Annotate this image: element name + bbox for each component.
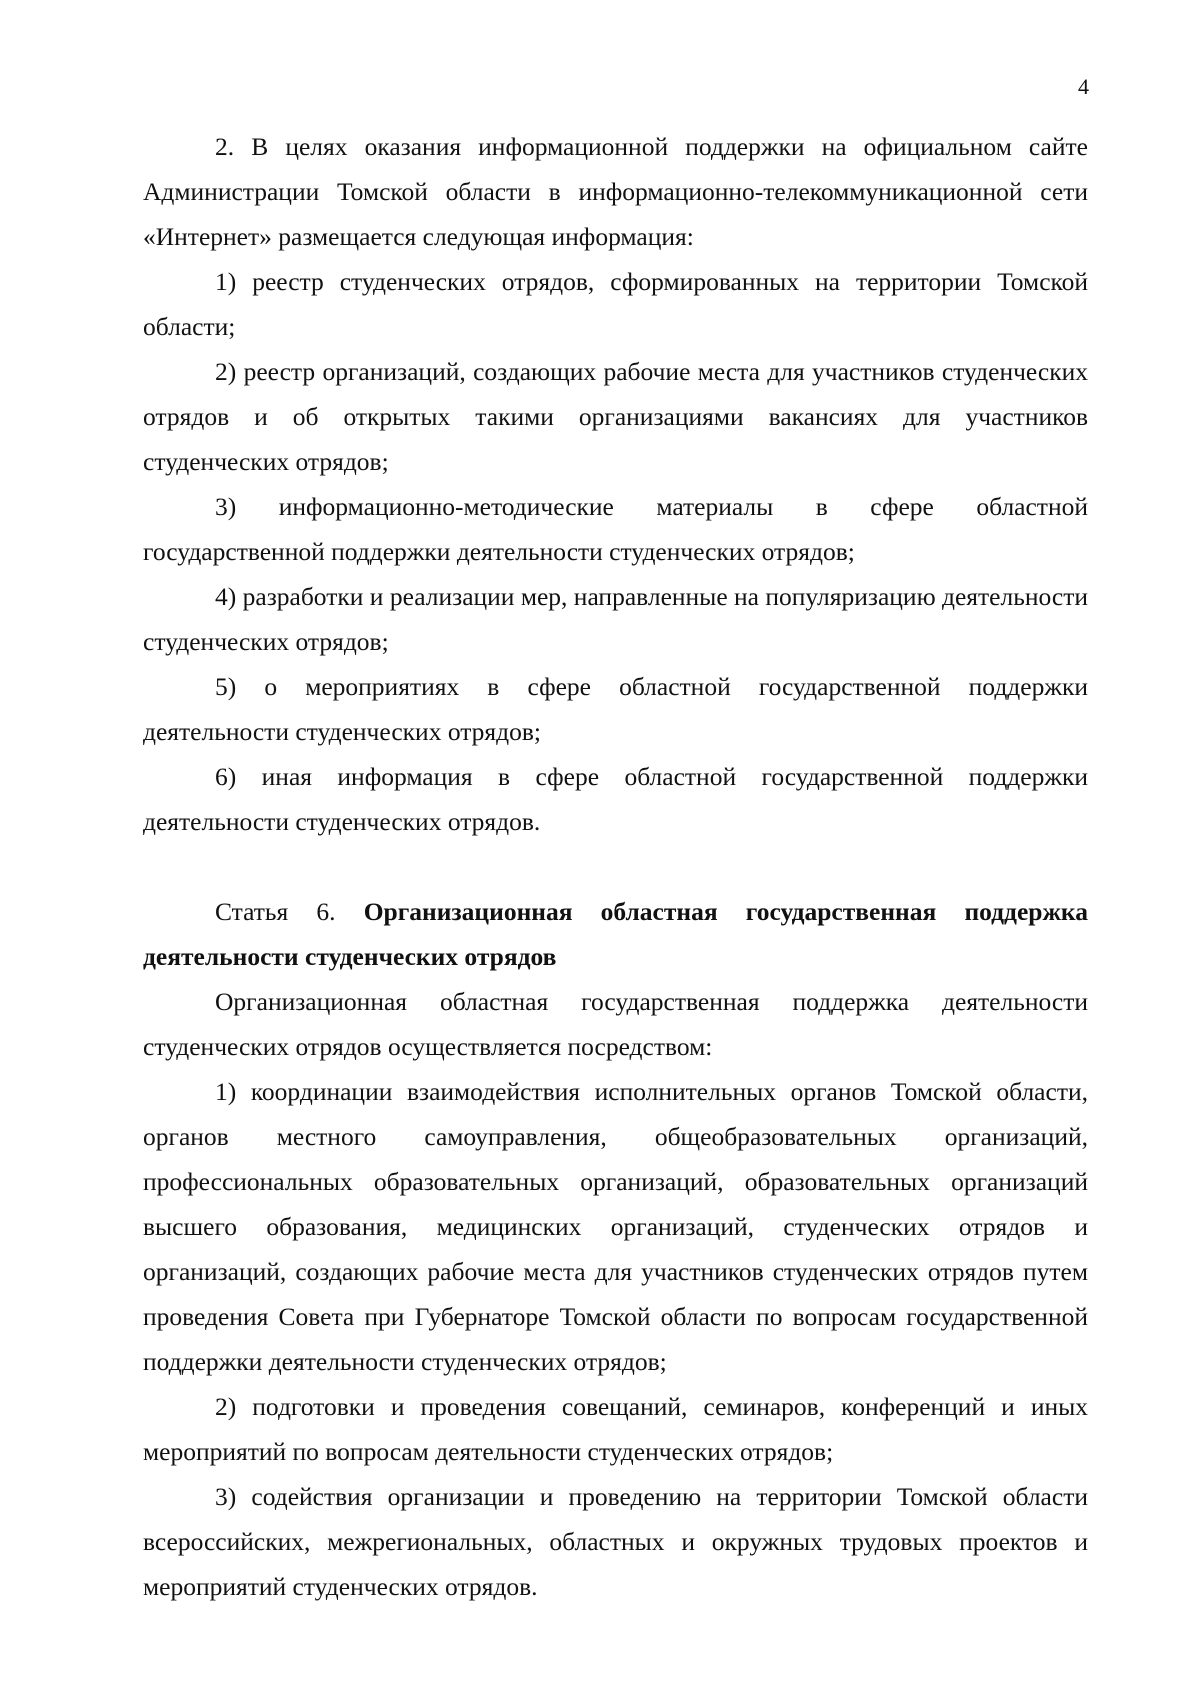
article-6-item-1: 1) координации взаимодействия исполнительных органов Томской области, органов местного самоуправления, общеобразовательных организаций, профессиональных образовательных организаций, образовательных организаций высшего образования, медицинских организаций, студенческих отрядов и организаций, создающих рабочие места для участников студенческих отрядов путем проведения Совета при Губернаторе Томской области по вопросам государственной поддержки деятельности студенческих отрядов; <box>143 1077 1088 1376</box>
section-2-item-6: 6) иная информация в сфере областной государственной поддержки деятельности студенческих отрядов. <box>143 762 1088 836</box>
section-2-item-4: 4) разработки и реализации мер, направленные на популяризацию деятельности студенческих отрядов; <box>143 582 1088 656</box>
article-6-heading <box>143 889 1088 979</box>
article-6-label: Статья 6. <box>215 897 364 926</box>
section-2-item-3: 3) информационно-методические материалы в сфере областной государственной поддержки деятельности студенческих отрядов; <box>143 492 1088 566</box>
article-6-title: Организационная областная государственная поддержка деятельности студенческих отрядов <box>143 897 1088 971</box>
article-6-intro: Организационная областная государственная поддержка деятельности студенческих отрядов осуществляется посредством: <box>143 987 1088 1061</box>
section-2-intro: 2. В целях оказания информационной поддержки на официальном сайте Администрации Томской области в информационно-телекоммуникационной сети «Интернет» размещается следующая информация: <box>143 132 1088 251</box>
section-2-item-5: 5) о мероприятиях в сфере областной государственной поддержки деятельности студенческих отрядов; <box>143 672 1088 746</box>
section-2-item-1: 1) реестр студенческих отрядов, сформированных на территории Томской области; <box>143 267 1088 341</box>
article-6-item-2: 2) подготовки и проведения совещаний, семинаров, конференций и иных мероприятий по вопросам деятельности студенческих отрядов; <box>143 1392 1088 1466</box>
document-body <box>143 124 1088 1609</box>
section-2-item-2: 2) реестр организаций, создающих рабочие места для участников студенческих отрядов и об открытых такими организациями вакансиях для участников студенческих отрядов; <box>143 357 1088 476</box>
page-number: 4 <box>1078 74 1089 99</box>
article-6-item-3: 3) содействия организации и проведению на территории Томской области всероссийских, межрегиональных, областных и окружных трудовых проектов и мероприятий студенческих отрядов. <box>143 1482 1088 1601</box>
